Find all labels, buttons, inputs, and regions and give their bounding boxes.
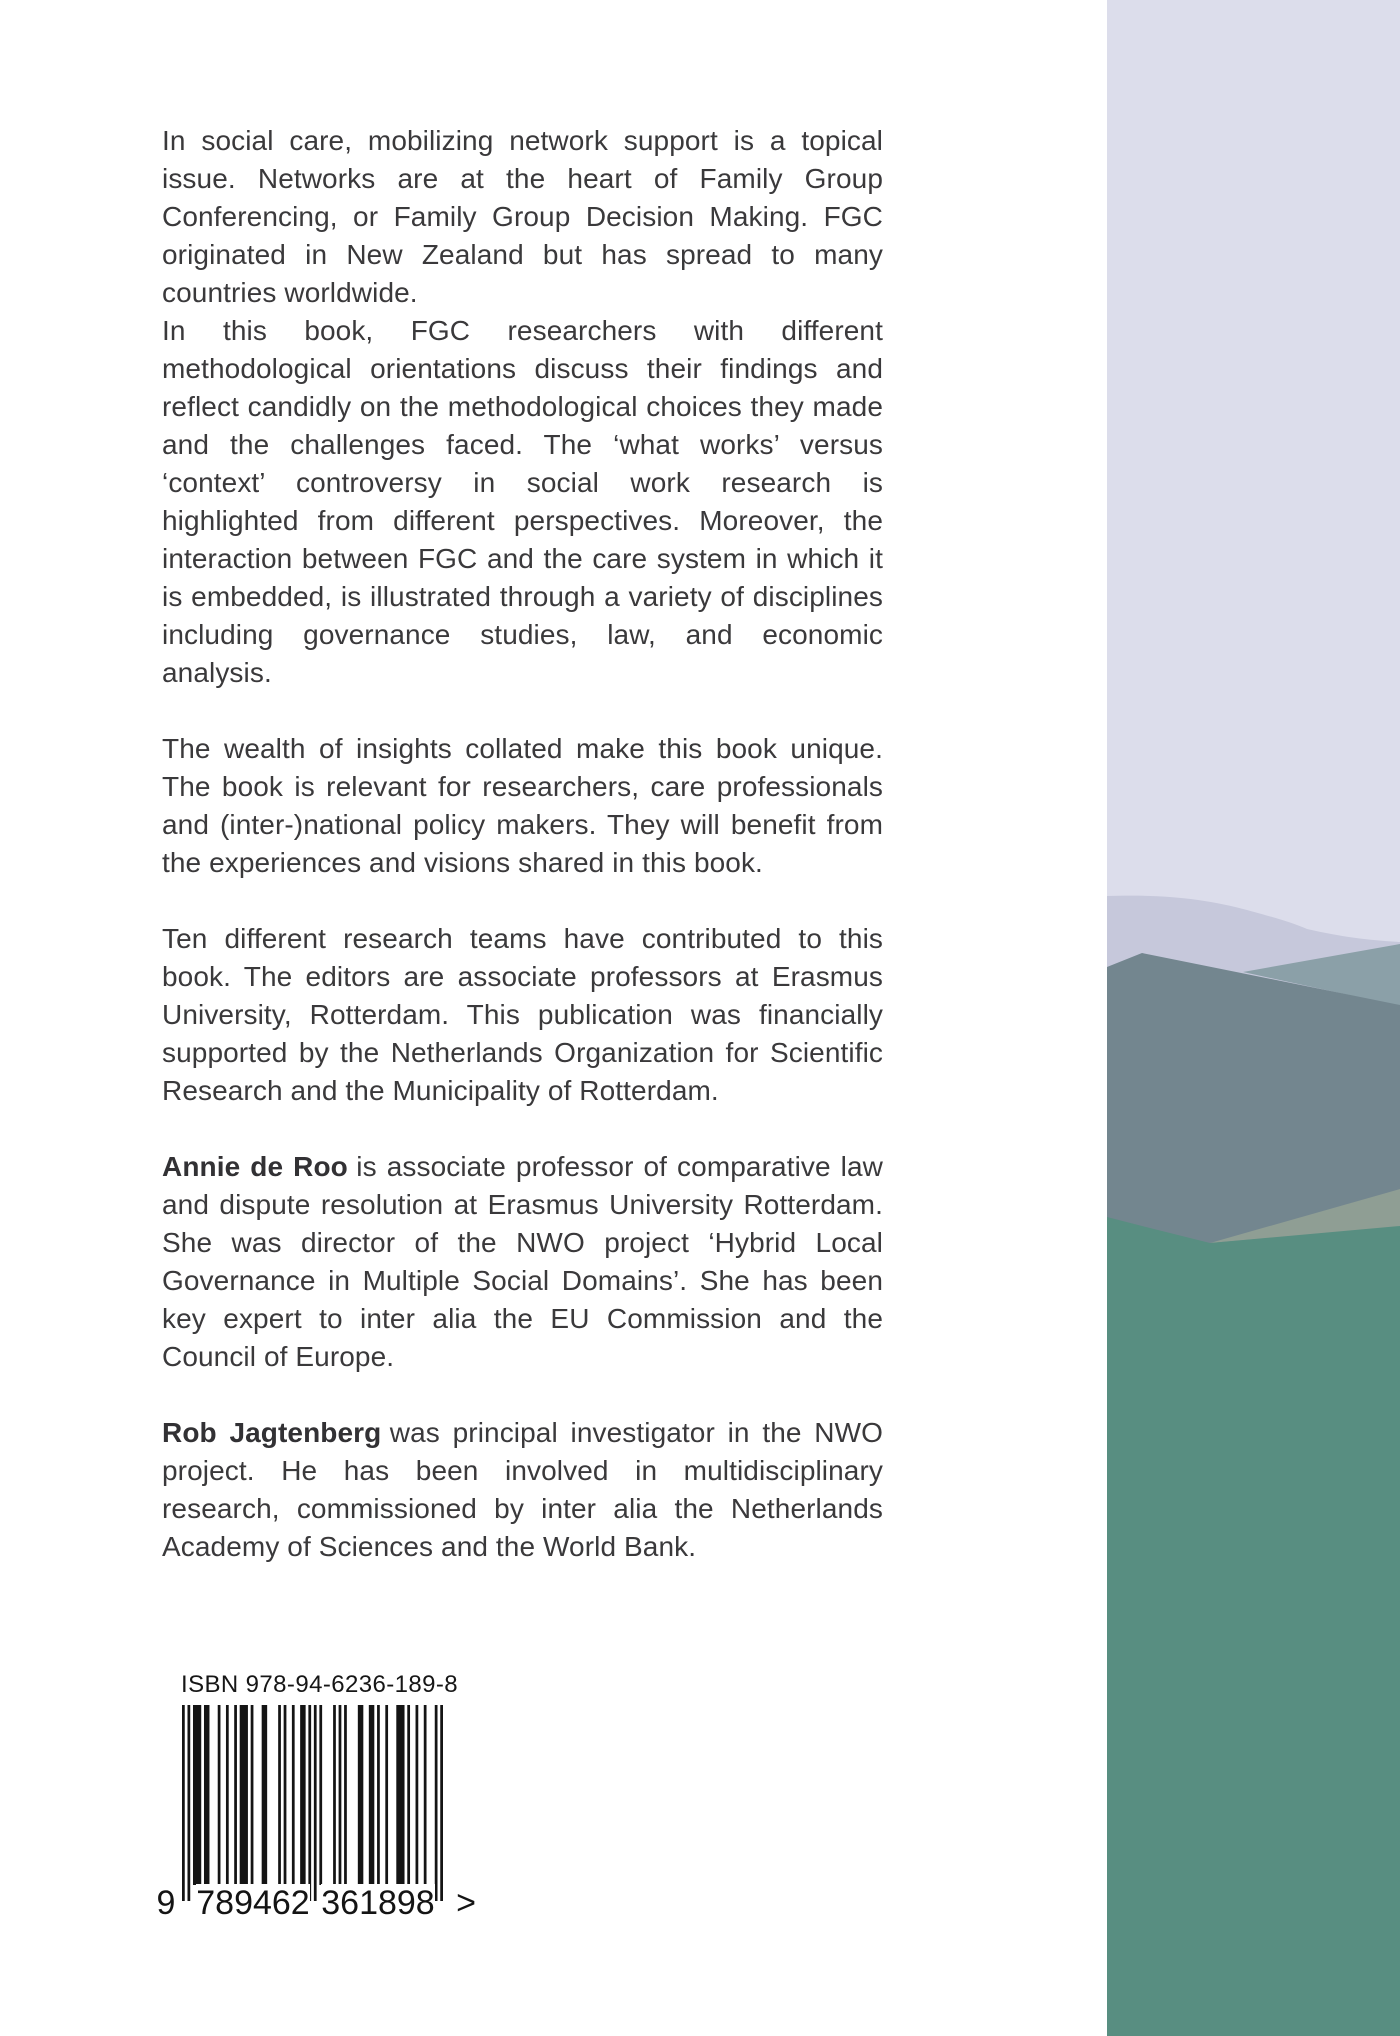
blurb xyxy=(162,122,883,1604)
author-bio-text: was principal investigator in the NWO project. He has been involved in multidisciplinary research, commissioned by inter alia the Netherlands Academy of Sciences and the World Bank. xyxy=(162,1417,884,1562)
ean-arrow-symbol: > xyxy=(456,1884,476,1922)
author-name-annie-de-roo: Annie de Roo xyxy=(162,1151,348,1182)
ean-prefix-digit: 9 xyxy=(156,1884,176,1922)
author-name-rob-jagtenberg: Rob Jagtenberg xyxy=(162,1417,382,1448)
ean-digit-group-2: 361898 xyxy=(321,1884,435,1922)
blurb-paragraph-1: In social care, mobilizing network support is a topical issue. Networks are at the heart of Family Group Conferencing, or Family Group Decision Making. FGC originated in New Zealand but has spread to many countries worldwide. xyxy=(162,125,883,308)
ean13-barcode xyxy=(182,1705,443,1901)
author-bio-text: is associate professor of comparative law and dispute resolution at Erasmus University Rotterdam. She was director of the NWO project ‘Hybrid Local Governance in Multiple Social Domains’. She has been key expert to inter alia the EU Commission and the Council of Europe. xyxy=(162,1151,883,1372)
artwork-band xyxy=(1107,0,1400,2036)
blurb-paragraph-4: Ten different research teams have contributed to this book. The editors are associate professors at Erasmus University, Rotterdam. This publication was financially supported by the Netherlands Organization for Scientific Research and the Municipality of Rotterdam. xyxy=(162,923,883,1106)
ean-digit-group-1: 789462 xyxy=(196,1884,310,1922)
blurb-paragraph-3: The wealth of insights collated make this book unique. The book is relevant for researchers, care professionals and (inter-)national policy makers. They will benefit from the experiences and visions shared in this book. xyxy=(162,733,883,878)
author-bio-rob-jagtenberg xyxy=(162,1414,883,1566)
isbn-label: ISBN 978-94-6236-189-8 xyxy=(181,1671,458,1698)
mountain-landscape-illustration xyxy=(1107,0,1400,2036)
blurb-paragraph-2: In this book, FGC researchers with different methodological orientations discuss their findings and reflect candidly on the methodological choices they made and the challenges faced. The ‘what works’ versus ‘context’ controversy in social work research is highlighted from different perspectives. Moreover, the interaction between FGC and the care system in which it is embedded, is illustrated through a variety of disciplines including governance studies, law, and economic analysis. xyxy=(162,315,883,688)
foreground-green-shape xyxy=(1107,1217,1400,2036)
author-bio-annie-de-roo xyxy=(162,1148,883,1376)
